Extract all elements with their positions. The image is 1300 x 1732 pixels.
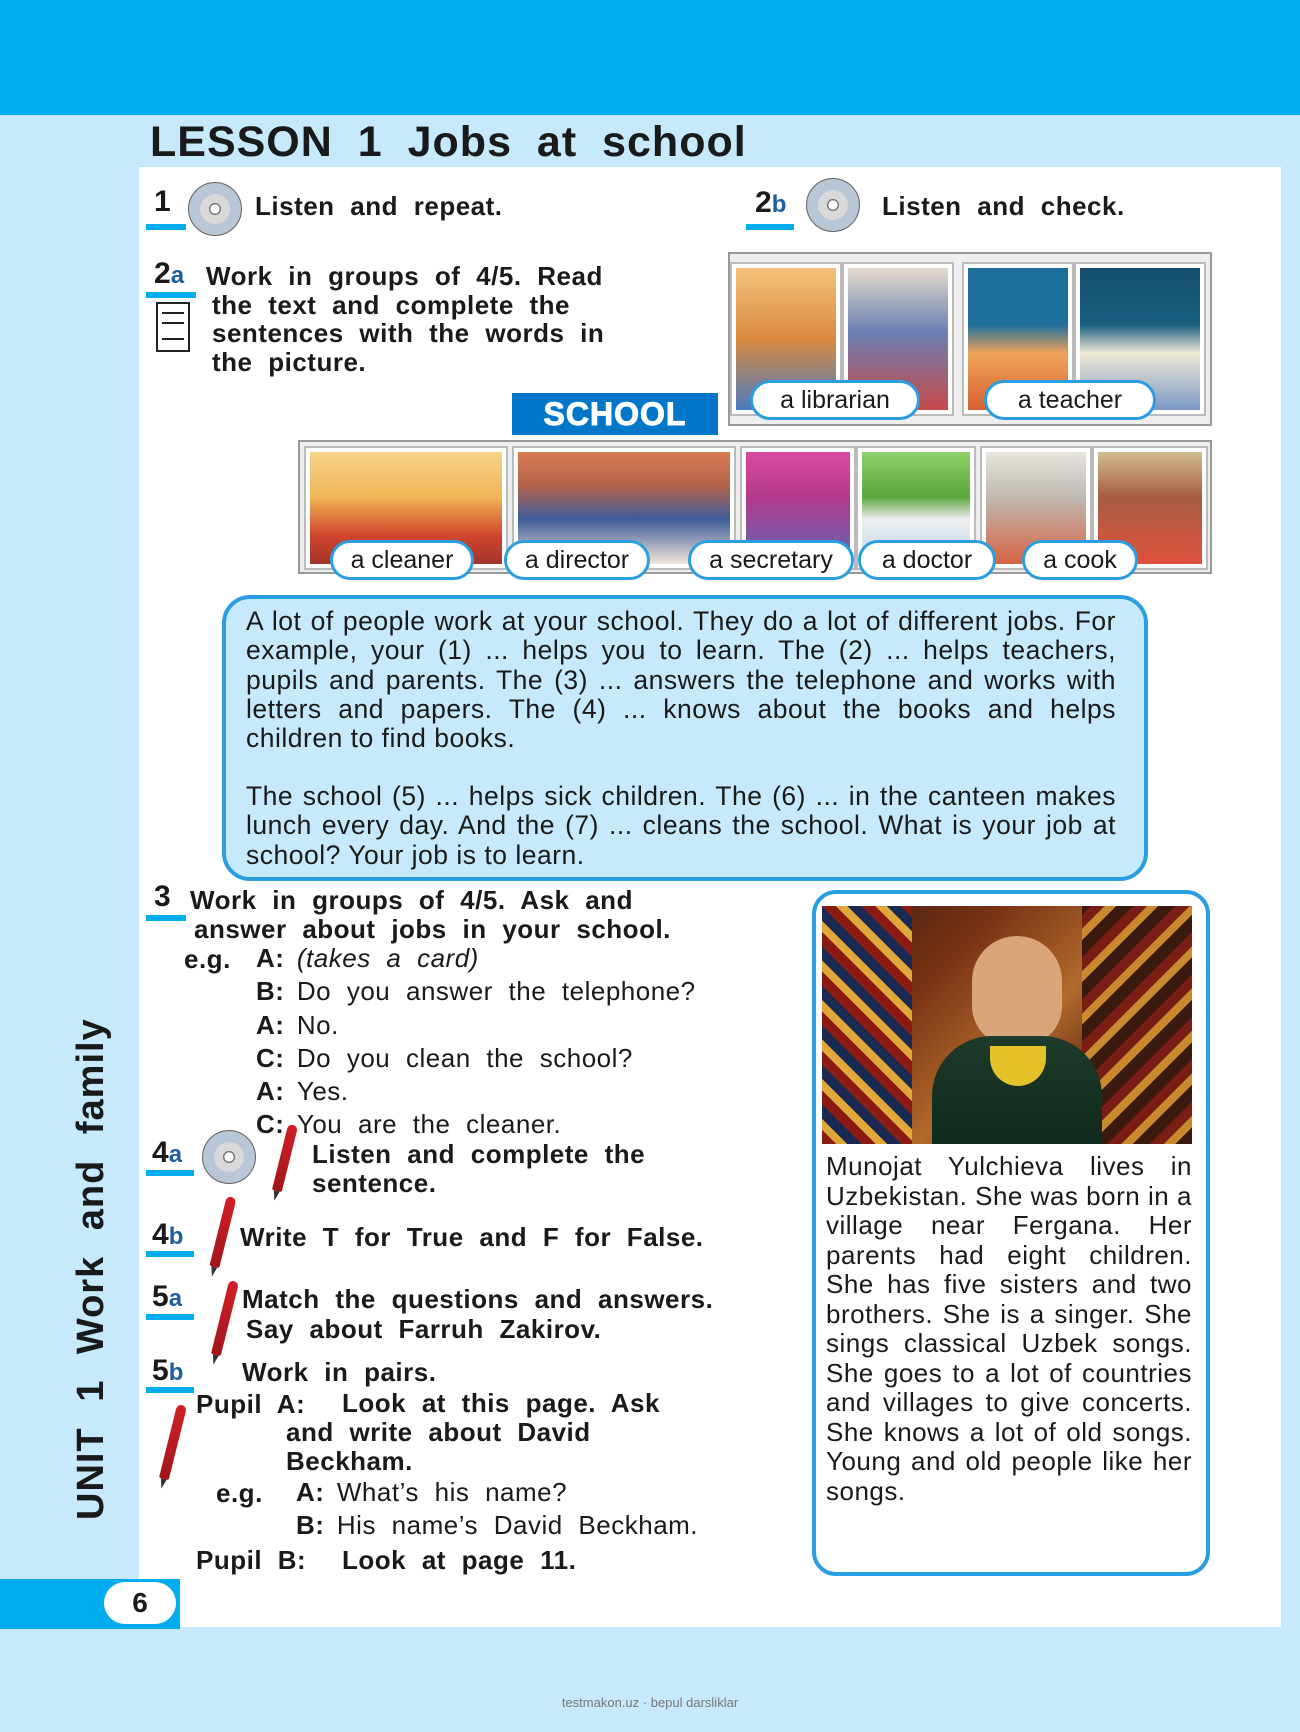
task-1-number: 1: [154, 185, 171, 218]
pupil-b-label: Pupil B:: [196, 1545, 307, 1575]
task-5a-number: 5a: [152, 1280, 183, 1313]
footer-watermark: testmakon.uz · bepul darsliklar: [561, 1695, 739, 1710]
task-5b-underline: [146, 1387, 194, 1393]
task-3-number: 3: [154, 880, 171, 913]
lesson-title: LESSON 1 Jobs at school: [150, 118, 747, 166]
photo-caption: Munojat Yulchieva lives in Uzbekistan. She was born in a village near Fergana. Her parents had eight children. She has five sisters and two brothers. She is a singer. She sings classical Uzbek songs. She goes to a lot of countries and villages to give concerts. She knows a lot of old songs. Young and old people like her songs.: [826, 1151, 1192, 1506]
pupil-a-instruction: Look at this page. Ask and write about David Beckham.: [286, 1388, 660, 1476]
page-number: 6: [104, 1582, 176, 1624]
task-3-dialogue: A: (takes a card) B: Do you answer the telephone? A: No. C: Do you clean the school? A: Yes. C: You are the cleaner.: [256, 943, 696, 1140]
task-3-instruction: Work in groups of 4/5. Ask and answer about jobs in your school.: [190, 885, 671, 944]
reading-text-paragraph-2: The school (5) ... helps sick children. The (6) ... in the canteen makes lunch every day. And the (7) ... cleans the school. What is your job at school? Your job is to learn.: [246, 781, 1116, 870]
label-doctor: a doctor: [858, 540, 996, 580]
label-cook: a cook: [1022, 540, 1138, 580]
bottom-band: [0, 1627, 1300, 1732]
task-2a-number: 2a: [154, 257, 185, 290]
task-1-instruction: Listen and repeat.: [255, 191, 503, 221]
task-3-eg: e.g.: [184, 944, 231, 974]
label-teacher: a teacher: [984, 380, 1156, 420]
reading-text-box: [222, 595, 1148, 881]
task-4a-underline: [146, 1170, 194, 1176]
label-secretary: a secretary: [688, 540, 854, 580]
task-4a-instruction: Listen and complete the sentence.: [312, 1139, 646, 1198]
task-5a-underline: [146, 1314, 194, 1320]
reading-text-paragraph-1: A lot of people work at your school. They do a lot of different jobs. For example, your (1) ... helps you to learn. The (2) ... helps teachers, pupils and parents. The (3) ... answers the telephone and works with letters and papers. The (4) ... knows about the books and helps children to find books.: [246, 606, 1116, 754]
pupil-a-label: Pupil A:: [196, 1389, 306, 1419]
task-5b-example: A: What’s his name? B: His name’s David Beckham.: [296, 1477, 699, 1540]
task-5b-number: 5b: [152, 1354, 184, 1387]
cd-audio-icon[interactable]: [806, 178, 860, 232]
label-cleaner: a cleaner: [330, 540, 474, 580]
top-band: [0, 0, 1300, 115]
task-5a-instruction: Match the questions and answers. Say about Farruh Zakirov.: [242, 1284, 714, 1344]
task-4b-underline: [146, 1251, 194, 1257]
cd-audio-icon[interactable]: [202, 1130, 256, 1184]
pen-icon: [159, 1404, 187, 1480]
pen-icon: [209, 1196, 236, 1268]
task-5b-instruction: Work in pairs.: [242, 1357, 437, 1387]
pen-icon: [211, 1280, 239, 1356]
task-4b-number: 4b: [152, 1218, 184, 1251]
singer-face: [972, 936, 1062, 1046]
right-margin-strip: [1281, 167, 1300, 1627]
task-4a-number: 4a: [152, 1136, 183, 1169]
label-director: a director: [504, 540, 650, 580]
task-2b-number: 2b: [755, 186, 787, 219]
task-2b-underline: [746, 224, 794, 230]
singer-photo: [822, 906, 1192, 1144]
task-3-underline: [146, 915, 186, 921]
task-2a-instruction: Work in groups of 4/5. Read the text and complete the sentences with the words in the picture.: [206, 261, 605, 377]
unit-label: UNIT 1 Work and family: [70, 1018, 112, 1520]
task-5b-eg: e.g.: [216, 1478, 263, 1508]
task-2b-instruction: Listen and check.: [882, 191, 1125, 221]
pupil-b-instruction: Look at page 11.: [342, 1545, 577, 1575]
label-librarian: a librarian: [750, 380, 920, 420]
cd-audio-icon[interactable]: [188, 182, 242, 236]
task-4b-instruction: Write T for True and F for False.: [240, 1222, 704, 1252]
task-2a-underline: [146, 292, 196, 298]
embroidery-left: [822, 906, 912, 1144]
school-sign: SCHOOL: [512, 393, 718, 435]
task-1-underline: [146, 224, 186, 230]
document-icon: [156, 302, 190, 352]
